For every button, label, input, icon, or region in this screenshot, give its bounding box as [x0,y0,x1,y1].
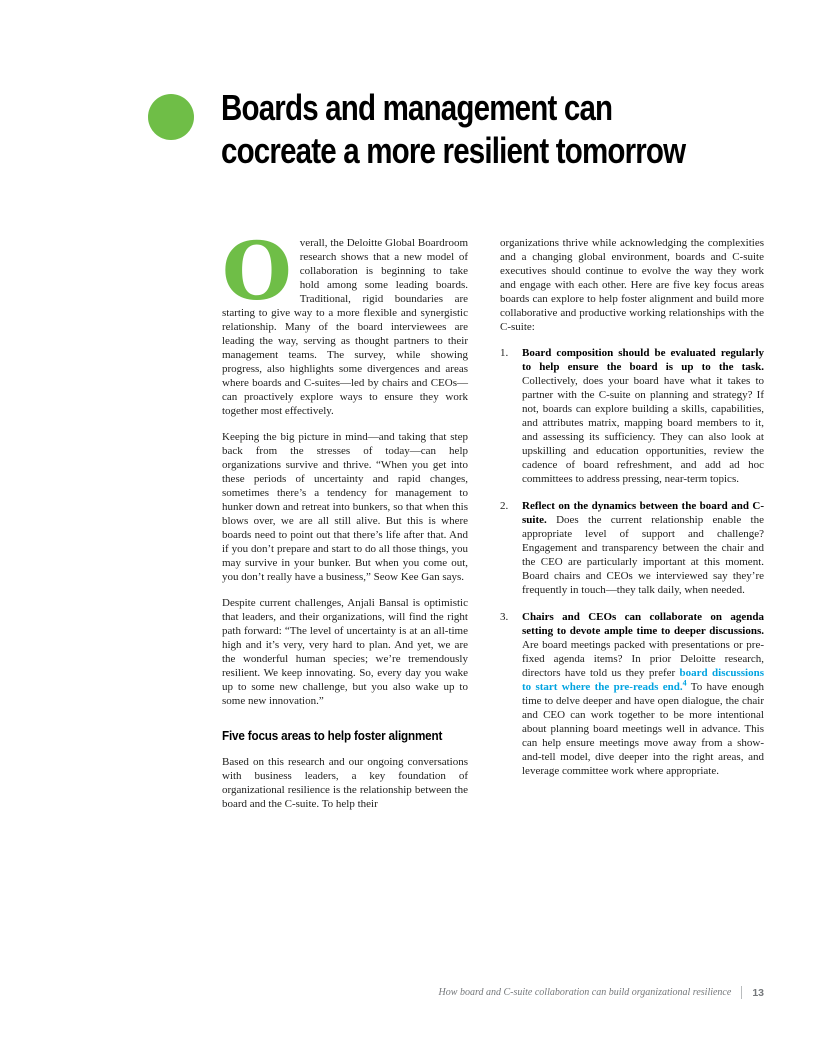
list-item-2-body [522,499,764,597]
list-item-3 [500,610,764,778]
list-item-1-number: 1. [500,347,509,359]
paragraph-1-text: verall, the Deloitte Global Boardroom research shows that a new model of collaboration is beginning to take hold among some leading boards. Traditional, rigid boundaries are starting to give way to a more flexible and synergistic relationship. Many of the board interviewees are leading the way, serving as thought partners to their management teams. The survey, while showing progress, also highlights some divergences and areas where boards and C-suites—led by chairs and CEOs—can proactively explore ways to ensure they work together most effectively. [222,237,468,417]
footnote-reference: 4 [682,678,687,688]
right-column [500,236,764,823]
list-item-3-text-before-link: Are board meetings packed with presentations or pre-fixed agenda items? In prior Deloitte research, directors have told us they prefer [522,639,764,679]
dropcap: O [222,224,292,318]
paragraph-4: Based on this research and our ongoing conversations with business leaders, a key foundation of organizational resilience is the relationship between the board and the C-suite. To help their [222,756,468,810]
pre-reads-link[interactable]: board discussions to start where the pre-reads end. [522,667,764,693]
list-item-3-number: 3. [500,611,509,623]
list-item-1 [500,346,764,486]
footer-running-title: How board and C-suite collaboration can build organizational resilience [438,987,732,998]
numbered-list [500,346,764,778]
footer-divider [741,986,742,999]
brand-dot-icon [148,94,194,140]
page-title-line-2: cocreate a more resilient tomorrow [221,130,686,172]
section-heading: Five focus areas to help foster alignment [222,728,443,743]
list-item-1-lead: Board composition should be evaluated regularly to help ensure the board is up to the task. [522,347,764,373]
paragraph-3: Despite current challenges, Anjali Bansal is optimistic that leaders, and their organizations, will find the right path forward: “The level of uncertainty is at an all-time high and it’s very, very hard to plan. And yet, we are the wonderful human species; we’re tremendously resilient. We keep innovating. So, every day you wake up to some new challenge, but you also wake up to some new innovation.” [222,597,468,707]
list-item-1-body [522,346,764,486]
right-intro-paragraph: organizations thrive while acknowledging the complexities and a changing global environment, boards and C-suite executives should continue to evolve the way they work and engage with each other. Here are five key focus areas boards can explore to help foster alignment and build more collaborative and productive working relationships with the C-suite: [500,237,764,333]
left-column [222,224,468,823]
list-item-2-text: Does the current relationship enable the appropriate level of support and challenge? Engagement and transparency between the chair and the CEO are particularly important at this moment. Board chairs and CEOs we interviewed say they’re frequently in touch—they talk daily, when needed. [522,514,764,596]
page-footer [439,986,764,999]
list-item-2-lead: Reflect on the dynamics between the board and C-suite. [522,500,764,526]
list-item-1-text: Collectively, does your board have what it takes to partner with the C-suite on planning and strategy? If not, boards can explore building a skills, capabilities, and attributes matrix, mapping board members to it, and assessing its sufficiency. They can also look at upskilling and education opportunities, review the cadence of board refreshment, and add ad hoc committees to address pressing, near-term topics. [522,375,764,485]
page-number: 13 [752,986,764,999]
page-title [221,86,685,172]
list-item-3-body [522,610,764,778]
list-item-2 [500,499,764,597]
paragraph-1 [222,224,468,418]
list-item-3-text-after-link: To have enough time to delve deeper and have open dialogue, the chair and CEO can work together to be more intentional about planning board meetings well in advance. This can help ensure meetings move away from a show-and-tell model, dive deeper into the right areas, and leverage committee work where appropriate. [522,681,764,777]
list-item-2-number: 2. [500,500,509,512]
paragraph-2: Keeping the big picture in mind—and taking that step back from the stresses of today—can help organizations survive and thrive. “When you get into these periods of uncertainty and rapid changes, sometimes there’s a tendency for management to hunker down and retreat into bunkers, so that when this blows over, we are all still alive. But this is where boards need to point out that there’s life after that. And if you don’t prepare and start to do all those things, you may survive in your bunker. But when you come out, you don’t really have a business,” Seow Kee Gan says. [222,431,468,583]
list-item-3-lead: Chairs and CEOs can collaborate on agenda setting to devote ample time to deeper discussions. [522,611,764,637]
body-columns [222,224,764,823]
page-title-line-1: Boards and management can [221,87,613,128]
